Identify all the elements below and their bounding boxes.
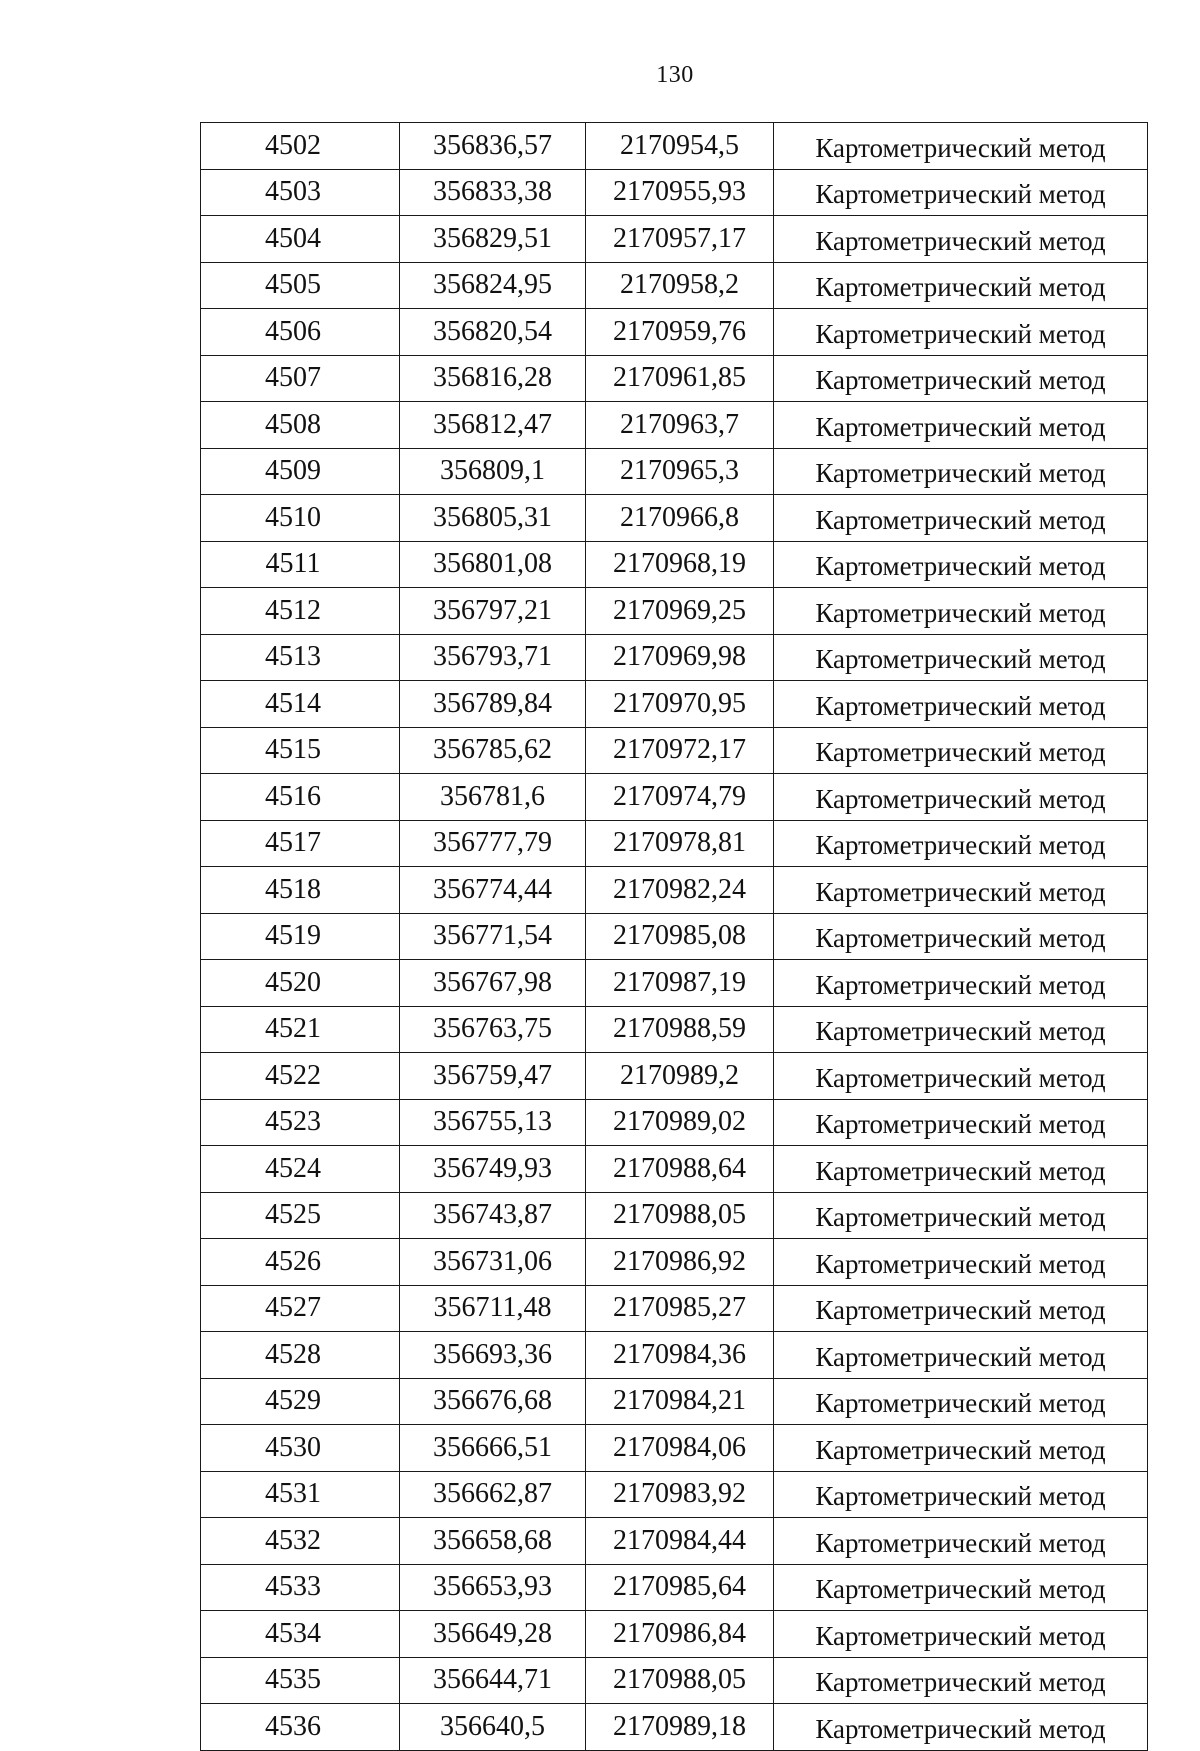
x-coordinate-cell: 356676,68 xyxy=(400,1378,586,1425)
point-number-cell: 4530 xyxy=(201,1425,400,1472)
method-cell: Картометрический метод xyxy=(774,1425,1148,1472)
y-coordinate-cell: 2170984,21 xyxy=(586,1378,774,1425)
point-number-cell: 4528 xyxy=(201,1332,400,1379)
y-coordinate-cell: 2170966,8 xyxy=(586,495,774,542)
y-coordinate-cell: 2170969,25 xyxy=(586,588,774,635)
y-coordinate-cell: 2170968,19 xyxy=(586,541,774,588)
y-coordinate-cell: 2170958,2 xyxy=(586,262,774,309)
x-coordinate-cell: 356785,62 xyxy=(400,727,586,774)
method-cell: Картометрический метод xyxy=(774,588,1148,635)
method-cell: Картометрический метод xyxy=(774,495,1148,542)
table-row xyxy=(201,402,1148,449)
point-number-cell: 4514 xyxy=(201,681,400,728)
table-row xyxy=(201,867,1148,914)
x-coordinate-cell: 356812,47 xyxy=(400,402,586,449)
y-coordinate-cell: 2170957,17 xyxy=(586,216,774,263)
point-number-cell: 4531 xyxy=(201,1471,400,1518)
table-row xyxy=(201,1657,1148,1704)
table-row xyxy=(201,1704,1148,1751)
method-cell: Картометрический метод xyxy=(774,1006,1148,1053)
point-number-cell: 4504 xyxy=(201,216,400,263)
point-number-cell: 4509 xyxy=(201,448,400,495)
y-coordinate-cell: 2170963,7 xyxy=(586,402,774,449)
method-cell: Картометрический метод xyxy=(774,262,1148,309)
method-cell: Картометрический метод xyxy=(774,727,1148,774)
point-number-cell: 4512 xyxy=(201,588,400,635)
method-cell: Картометрический метод xyxy=(774,1378,1148,1425)
table-row xyxy=(201,820,1148,867)
point-number-cell: 4505 xyxy=(201,262,400,309)
method-cell: Картометрический метод xyxy=(774,634,1148,681)
y-coordinate-cell: 2170988,64 xyxy=(586,1146,774,1193)
table-row xyxy=(201,355,1148,402)
x-coordinate-cell: 356731,06 xyxy=(400,1239,586,1286)
y-coordinate-cell: 2170982,24 xyxy=(586,867,774,914)
x-coordinate-cell: 356777,79 xyxy=(400,820,586,867)
x-coordinate-cell: 356693,36 xyxy=(400,1332,586,1379)
table-row xyxy=(201,169,1148,216)
point-number-cell: 4527 xyxy=(201,1285,400,1332)
method-cell: Картометрический метод xyxy=(774,169,1148,216)
x-coordinate-cell: 356809,1 xyxy=(400,448,586,495)
table-row xyxy=(201,1518,1148,1565)
table-row xyxy=(201,588,1148,635)
table-row xyxy=(201,495,1148,542)
table-row xyxy=(201,448,1148,495)
y-coordinate-cell: 2170965,3 xyxy=(586,448,774,495)
x-coordinate-cell: 356644,71 xyxy=(400,1657,586,1704)
x-coordinate-cell: 356653,93 xyxy=(400,1564,586,1611)
x-coordinate-cell: 356662,87 xyxy=(400,1471,586,1518)
coordinates-table-body xyxy=(201,123,1148,1751)
x-coordinate-cell: 356816,28 xyxy=(400,355,586,402)
x-coordinate-cell: 356824,95 xyxy=(400,262,586,309)
method-cell: Картометрический метод xyxy=(774,1611,1148,1658)
table-row xyxy=(201,774,1148,821)
y-coordinate-cell: 2170955,93 xyxy=(586,169,774,216)
x-coordinate-cell: 356749,93 xyxy=(400,1146,586,1193)
y-coordinate-cell: 2170985,27 xyxy=(586,1285,774,1332)
y-coordinate-cell: 2170986,92 xyxy=(586,1239,774,1286)
table-row xyxy=(201,541,1148,588)
point-number-cell: 4503 xyxy=(201,169,400,216)
x-coordinate-cell: 356833,38 xyxy=(400,169,586,216)
y-coordinate-cell: 2170989,18 xyxy=(586,1704,774,1751)
point-number-cell: 4508 xyxy=(201,402,400,449)
table-row xyxy=(201,727,1148,774)
method-cell: Картометрический метод xyxy=(774,1564,1148,1611)
method-cell: Картометрический метод xyxy=(774,355,1148,402)
point-number-cell: 4521 xyxy=(201,1006,400,1053)
method-cell: Картометрический метод xyxy=(774,1285,1148,1332)
method-cell: Картометрический метод xyxy=(774,309,1148,356)
point-number-cell: 4511 xyxy=(201,541,400,588)
table-row xyxy=(201,1332,1148,1379)
point-number-cell: 4522 xyxy=(201,1053,400,1100)
point-number-cell: 4525 xyxy=(201,1192,400,1239)
x-coordinate-cell: 356781,6 xyxy=(400,774,586,821)
method-cell: Картометрический метод xyxy=(774,541,1148,588)
y-coordinate-cell: 2170988,59 xyxy=(586,1006,774,1053)
y-coordinate-cell: 2170984,36 xyxy=(586,1332,774,1379)
y-coordinate-cell: 2170987,19 xyxy=(586,960,774,1007)
x-coordinate-cell: 356666,51 xyxy=(400,1425,586,1472)
table-row xyxy=(201,1239,1148,1286)
table-row xyxy=(201,1378,1148,1425)
x-coordinate-cell: 356767,98 xyxy=(400,960,586,1007)
table-row xyxy=(201,1564,1148,1611)
y-coordinate-cell: 2170974,79 xyxy=(586,774,774,821)
table-row xyxy=(201,216,1148,263)
table-row xyxy=(201,1192,1148,1239)
point-number-cell: 4536 xyxy=(201,1704,400,1751)
table-row xyxy=(201,1099,1148,1146)
point-number-cell: 4532 xyxy=(201,1518,400,1565)
y-coordinate-cell: 2170985,08 xyxy=(586,913,774,960)
point-number-cell: 4507 xyxy=(201,355,400,402)
y-coordinate-cell: 2170989,2 xyxy=(586,1053,774,1100)
y-coordinate-cell: 2170984,44 xyxy=(586,1518,774,1565)
x-coordinate-cell: 356649,28 xyxy=(400,1611,586,1658)
method-cell: Картометрический метод xyxy=(774,1471,1148,1518)
x-coordinate-cell: 356829,51 xyxy=(400,216,586,263)
method-cell: Картометрический метод xyxy=(774,123,1148,170)
point-number-cell: 4535 xyxy=(201,1657,400,1704)
y-coordinate-cell: 2170985,64 xyxy=(586,1564,774,1611)
y-coordinate-cell: 2170989,02 xyxy=(586,1099,774,1146)
y-coordinate-cell: 2170978,81 xyxy=(586,820,774,867)
x-coordinate-cell: 356759,47 xyxy=(400,1053,586,1100)
x-coordinate-cell: 356771,54 xyxy=(400,913,586,960)
x-coordinate-cell: 356836,57 xyxy=(400,123,586,170)
method-cell: Картометрический метод xyxy=(774,402,1148,449)
table-row xyxy=(201,1053,1148,1100)
x-coordinate-cell: 356640,5 xyxy=(400,1704,586,1751)
method-cell: Картометрический метод xyxy=(774,448,1148,495)
method-cell: Картометрический метод xyxy=(774,1332,1148,1379)
y-coordinate-cell: 2170972,17 xyxy=(586,727,774,774)
y-coordinate-cell: 2170986,84 xyxy=(586,1611,774,1658)
method-cell: Картометрический метод xyxy=(774,1518,1148,1565)
point-number-cell: 4517 xyxy=(201,820,400,867)
method-cell: Картометрический метод xyxy=(774,913,1148,960)
table-row xyxy=(201,1285,1148,1332)
y-coordinate-cell: 2170954,5 xyxy=(586,123,774,170)
table-row xyxy=(201,960,1148,1007)
method-cell: Картометрический метод xyxy=(774,1099,1148,1146)
x-coordinate-cell: 356793,71 xyxy=(400,634,586,681)
x-coordinate-cell: 356805,31 xyxy=(400,495,586,542)
point-number-cell: 4516 xyxy=(201,774,400,821)
x-coordinate-cell: 356711,48 xyxy=(400,1285,586,1332)
method-cell: Картометрический метод xyxy=(774,867,1148,914)
table-row xyxy=(201,262,1148,309)
x-coordinate-cell: 356820,54 xyxy=(400,309,586,356)
method-cell: Картометрический метод xyxy=(774,1053,1148,1100)
y-coordinate-cell: 2170984,06 xyxy=(586,1425,774,1472)
method-cell: Картометрический метод xyxy=(774,1657,1148,1704)
method-cell: Картометрический метод xyxy=(774,960,1148,1007)
method-cell: Картометрический метод xyxy=(774,1192,1148,1239)
point-number-cell: 4534 xyxy=(201,1611,400,1658)
y-coordinate-cell: 2170970,95 xyxy=(586,681,774,728)
method-cell: Картометрический метод xyxy=(774,1239,1148,1286)
point-number-cell: 4529 xyxy=(201,1378,400,1425)
table-row xyxy=(201,123,1148,170)
point-number-cell: 4506 xyxy=(201,309,400,356)
point-number-cell: 4533 xyxy=(201,1564,400,1611)
x-coordinate-cell: 356755,13 xyxy=(400,1099,586,1146)
table-row xyxy=(201,681,1148,728)
table-row xyxy=(201,1471,1148,1518)
table-row xyxy=(201,1006,1148,1053)
table-row xyxy=(201,913,1148,960)
method-cell: Картометрический метод xyxy=(774,1704,1148,1751)
x-coordinate-cell: 356797,21 xyxy=(400,588,586,635)
table-row xyxy=(201,1611,1148,1658)
table-row xyxy=(201,309,1148,356)
point-number-cell: 4510 xyxy=(201,495,400,542)
method-cell: Картометрический метод xyxy=(774,216,1148,263)
point-number-cell: 4523 xyxy=(201,1099,400,1146)
x-coordinate-cell: 356658,68 xyxy=(400,1518,586,1565)
table-row xyxy=(201,1425,1148,1472)
method-cell: Картометрический метод xyxy=(774,820,1148,867)
point-number-cell: 4519 xyxy=(201,913,400,960)
table-row xyxy=(201,1146,1148,1193)
y-coordinate-cell: 2170961,85 xyxy=(586,355,774,402)
y-coordinate-cell: 2170983,92 xyxy=(586,1471,774,1518)
point-number-cell: 4520 xyxy=(201,960,400,1007)
method-cell: Картометрический метод xyxy=(774,774,1148,821)
x-coordinate-cell: 356743,87 xyxy=(400,1192,586,1239)
y-coordinate-cell: 2170959,76 xyxy=(586,309,774,356)
point-number-cell: 4518 xyxy=(201,867,400,914)
x-coordinate-cell: 356789,84 xyxy=(400,681,586,728)
point-number-cell: 4513 xyxy=(201,634,400,681)
method-cell: Картометрический метод xyxy=(774,1146,1148,1193)
point-number-cell: 4502 xyxy=(201,123,400,170)
point-number-cell: 4515 xyxy=(201,727,400,774)
x-coordinate-cell: 356763,75 xyxy=(400,1006,586,1053)
x-coordinate-cell: 356801,08 xyxy=(400,541,586,588)
coordinates-table xyxy=(200,122,1148,1751)
y-coordinate-cell: 2170969,98 xyxy=(586,634,774,681)
x-coordinate-cell: 356774,44 xyxy=(400,867,586,914)
page-number: 130 xyxy=(656,62,694,88)
point-number-cell: 4524 xyxy=(201,1146,400,1193)
table-row xyxy=(201,634,1148,681)
y-coordinate-cell: 2170988,05 xyxy=(586,1657,774,1704)
y-coordinate-cell: 2170988,05 xyxy=(586,1192,774,1239)
point-number-cell: 4526 xyxy=(201,1239,400,1286)
method-cell: Картометрический метод xyxy=(774,681,1148,728)
